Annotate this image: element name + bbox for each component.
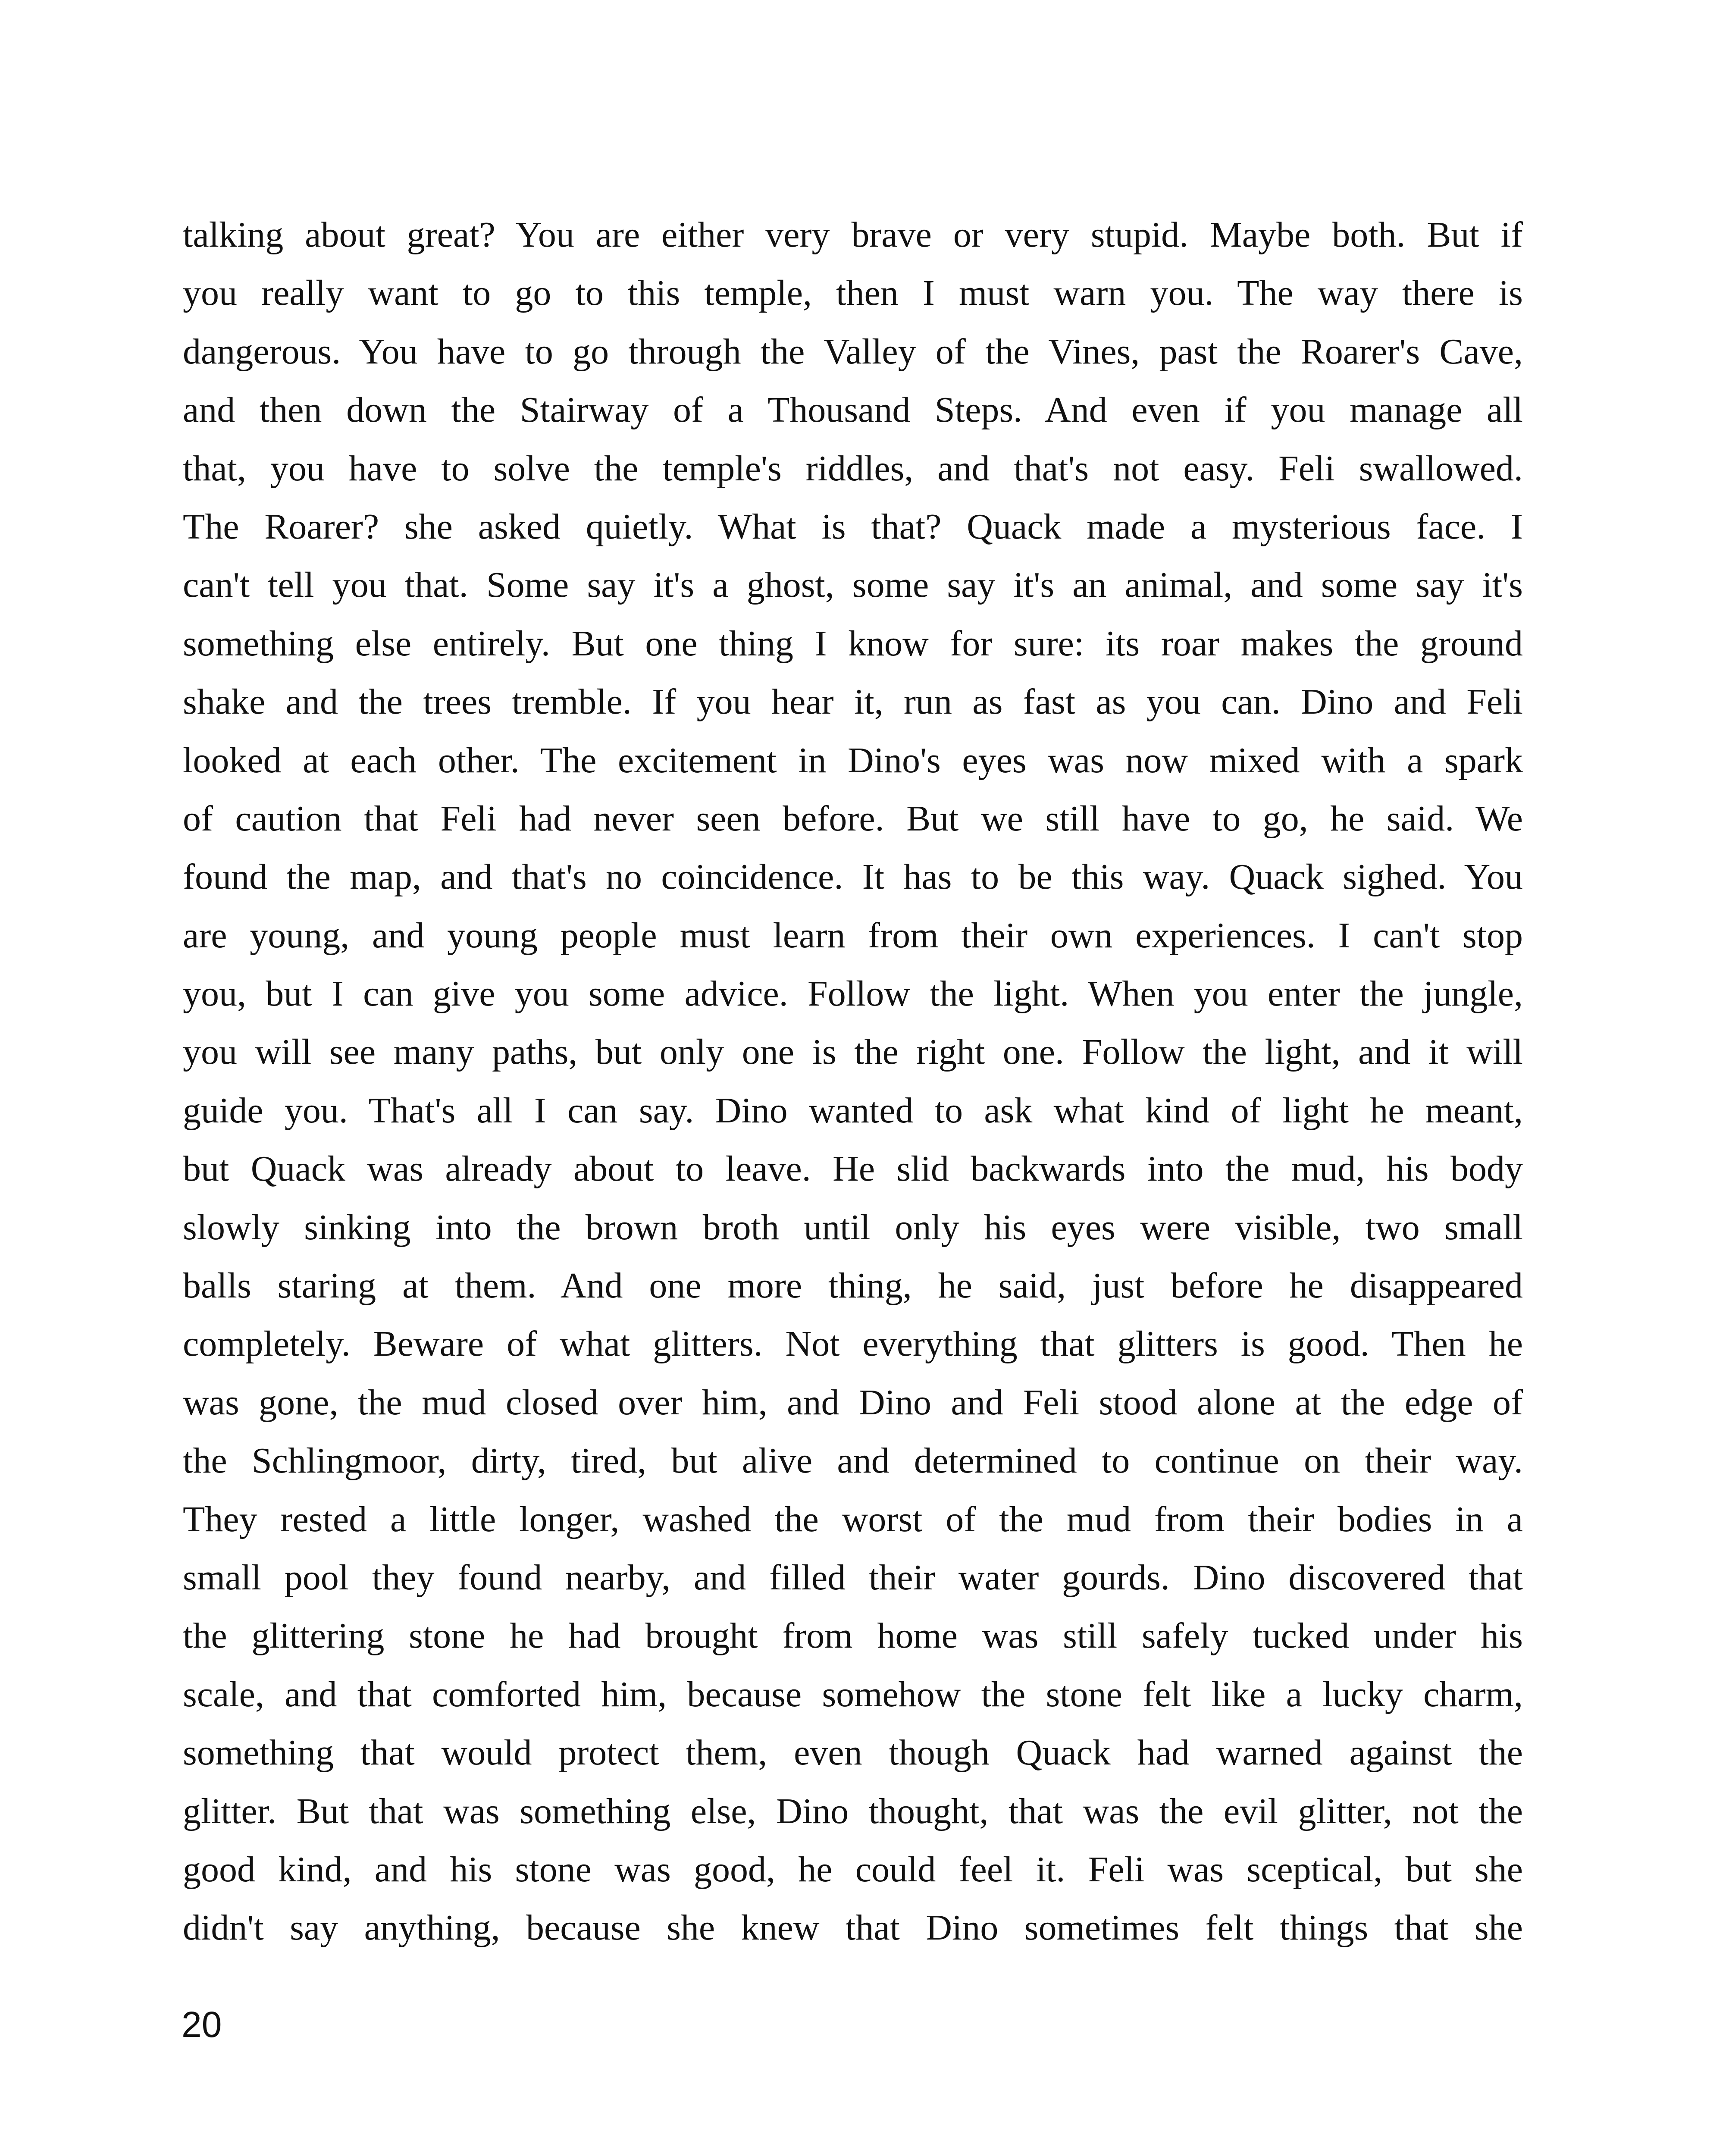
text-line: didn't say anything, because she knew that Dino sometimes felt things that she (183, 1908, 1523, 1948)
text-line: the Schlingmoor, dirty, tired, but alive and determined to continue on their way. (183, 1441, 1523, 1481)
text-line: glitter. But that was something else, Dino thought, that was the evil glitter, not the (183, 1791, 1523, 1831)
text-line: the glittering stone he had brought from home was still safely tucked under his (183, 1616, 1523, 1656)
text-line: of caution that Feli had never seen before. But we still have to go, he said. We (183, 798, 1523, 839)
text-line: was gone, the mud closed over him, and Dino and Feli stood alone at the edge of (183, 1382, 1523, 1423)
text-line: small pool they found nearby, and filled their water gourds. Dino discovered that (183, 1557, 1523, 1598)
text-line: balls staring at them. And one more thing, he said, just before he disappeared (183, 1266, 1523, 1306)
text-line: shake and the trees tremble. If you hear it, run as fast as you can. Dino and Feli (183, 682, 1523, 722)
text-line: slowly sinking into the brown broth until only his eyes were visible, two small (183, 1207, 1523, 1247)
text-line: talking about great? You are either very brave or very stupid. Maybe both. But if (183, 215, 1523, 255)
text-line: good kind, and his stone was good, he could feel it. Feli was sceptical, but she (183, 1849, 1523, 1890)
page-number: 20 (182, 2004, 222, 2045)
text-line: can't tell you that. Some say it's a ghost, some say it's an animal, and some say it's (183, 565, 1523, 605)
text-line: something that would protect them, even though Quack had warned against the (183, 1733, 1523, 1773)
text-line: scale, and that comforted him, because somehow the stone felt like a lucky charm, (183, 1674, 1523, 1714)
text-line: looked at each other. The excitement in Dino's eyes was now mixed with a spark (183, 740, 1523, 780)
text-line: They rested a little longer, washed the worst of the mud from their bodies in a (183, 1499, 1523, 1539)
text-line: and then down the Stairway of a Thousand Steps. And even if you manage all (183, 390, 1523, 430)
text-line: something else entirely. But one thing I know for sure: its roar makes the ground (183, 623, 1523, 664)
text-line: you really want to go to this temple, then I must warn you. The way there is (183, 273, 1523, 313)
text-line: you, but I can give you some advice. Follow the light. When you enter the jungle, (183, 974, 1523, 1014)
text-line: that, you have to solve the temple's riddles, and that's not easy. Feli swallowed. (183, 448, 1523, 489)
text-line: found the map, and that's no coincidence. It has to be this way. Quack sighed. You (183, 857, 1523, 897)
text-line: dangerous. You have to go through the Valley of the Vines, past the Roarer's Cave, (183, 331, 1523, 372)
text-line: but Quack was already about to leave. He slid backwards into the mud, his body (183, 1149, 1523, 1189)
text-line: The Roarer? she asked quietly. What is that? Quack made a mysterious face. I (183, 506, 1523, 547)
text-line: are young, and young people must learn from their own experiences. I can't stop (183, 915, 1523, 956)
body-text (183, 206, 1523, 1957)
text-line: completely. Beware of what glitters. Not everything that glitters is good. Then he (183, 1324, 1523, 1364)
text-line: guide you. That's all I can say. Dino wanted to ask what kind of light he meant, (183, 1090, 1523, 1131)
text-line: you will see many paths, but only one is the right one. Follow the light, and it will (183, 1032, 1523, 1072)
